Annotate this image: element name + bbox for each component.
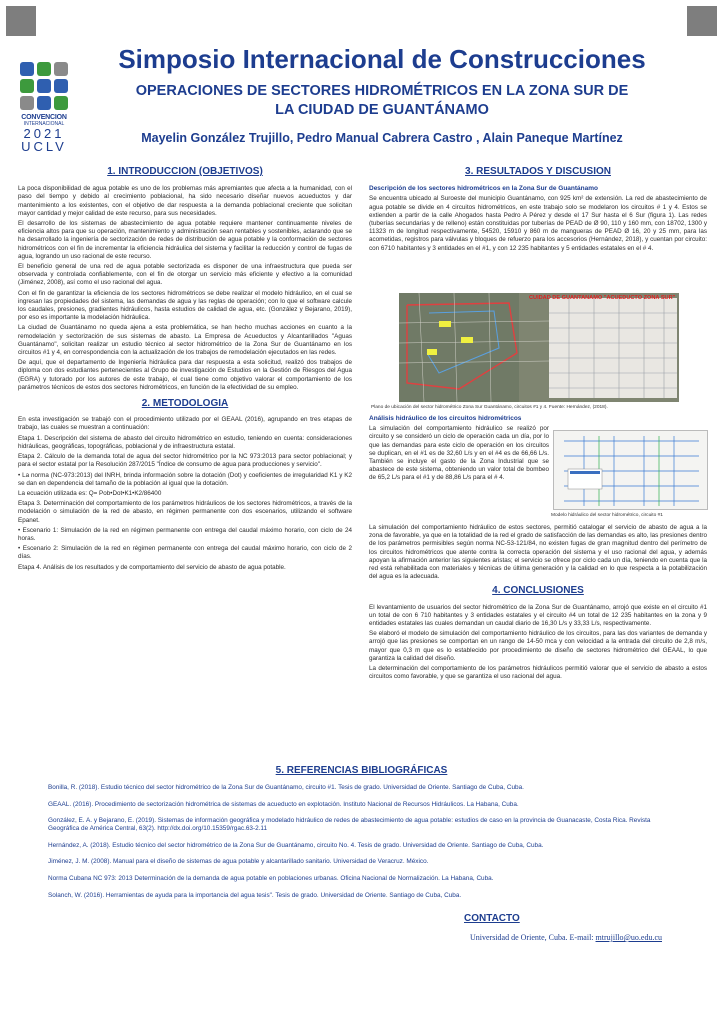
subtitle-line-1: OPERACIONES DE SECTORES HIDROMÉTRICOS EN LA ZONA SUR DE xyxy=(135,83,629,99)
method-paragraph: • Escenario 1: Simulación de la red en régimen permanente con entrega del caudal máximo horario, con ciclo de 24 horas. xyxy=(18,526,352,542)
poster-subtitle xyxy=(92,82,672,120)
method-paragraph: • Escenario 2: Simulación de la red en régimen permanente con entrega del caudal máximo horario, con ciclo de 2 días. xyxy=(18,545,352,561)
intro-paragraph: Con el fin de garantizar la eficiencia de los sectores hidrométricos se debe realizar el modelo hidráulico, en el cual se ingresan las propiedades del sistema, las demandas de agua y las reglas de operación; con lo que el software calcule los caudales, presiones, gradientes hidráulicos, hasta estudios de calidad de agua, etc. (González y Bejarano, 2019), por eso es importante la modelación hidráulica. xyxy=(18,289,352,322)
method-paragraph: Etapa 1. Descripción del sistema de abasto del circuito hidrométrico en estudio, teniendo en cuenta: consideraciones hidráulicas, geográficas, topográficas, poblacional y de infraestructura estatal. xyxy=(18,434,352,450)
conclusion-paragraph: El levantamiento de usuarios del sector hidrométrico de la Zona Sur de Guantánamo, arrojó que existe en el circuito #1 un total de con 6 710 habitantes y 3 entidades estatales y el circuito #4 un total de 12 235 habitantes en la zona y 9 entidades estatales las cuales demandan un caudal diario de 16,30 L/s y 33,33 L/s, respectivamente. xyxy=(369,603,707,628)
reference-item: Hernández, A. (2018). Estudio técnico del sector hidrométrico de la Zona Sur de Guantánamo, circuito No. 4. Tesis de grado. Universidad de Oriente. Santiago de Cuba, Cuba. xyxy=(48,841,544,849)
contact-line xyxy=(470,933,662,942)
map-caption: Plano de ubicación del sector hidrométrico Zona Sur Guantánamo, circuitos #1 y 4. Fuente: Hernández, (2018). xyxy=(371,405,608,410)
results-paragraph: Se encuentra ubicado al Suroeste del municipio Guantánamo, con 925 km² de extensión. La red de abastecimiento de agua potable se divide en 4 circuitos hidrométricos, en este trabajo solo se modelaron los circuitos # 1 y 4. Estos se extienden a partir de la calle Ahogados hasta Pedro A Pérez y desde el 17 Sur hasta el 6 Sur (figura 1). Las redes (tuberías secundarias y de relleno) están constituidas por tuberías de PEAD de Ø 90, 110 y 160 mm, con 18702, 1300 y 11323 m de longitud respectivamente, 54520, 15910 y 860 m de mangueras de PEAD Ø 16, 20 y 25 mm, para las acometidas, registros para válvulas y bloques de refuerzo para los accesorios (Hernández, 2018), y cuentan por circuito: con 6710 habitantes y 3 entidades en el #1, y con 12 235 habitantes y 5 entidades estatales en el # 4. xyxy=(369,195,707,252)
map-graphic xyxy=(399,293,679,402)
logo-text-convencion: CONVENCION xyxy=(21,114,67,121)
location-map-figure xyxy=(399,293,679,402)
intro-paragraph: El desarrollo de los sistemas de abastecimiento de agua potable requiere mantener continuamente niveles de eficiencia altos para que su operación, mantenimiento y administración sean rentables y sostenibles, aclarando que se ha desarrollado la ingeniería de sectorización de redes de distribución de agua potable y la conformación de sectores hidrométricos con el fin de incrementar la eficiencia hidráulica del sistema y facilitar la reducción y control de fugas de agua, logrando un uso racional de este recurso. xyxy=(18,220,352,260)
reference-item: Jiménez, J. M. (2008). Manual para el diseño de sistemas de agua potable y alcantarillado sanitario. Universidad de Veracruz. México. xyxy=(48,858,429,866)
analysis-subheading: Análisis hidráulico de los circuitos hidrométricos xyxy=(369,415,522,422)
right-column-bottom xyxy=(369,524,707,683)
conclusion-paragraph: La determinación del comportamiento de los parámetros hidráulicos permitió valorar que el servicio de abasto a estos circuitos como favorable, y que se garantiza el uso racional del agua. xyxy=(369,665,707,681)
poster-authors: Mayelin González Trujillo, Pedro Manual Cabrera Castro , Alain Paneque Martínez xyxy=(141,131,623,145)
model-caption: Modelo hidráulico del sector hidrométrico, circuito #1 xyxy=(551,513,663,518)
intro-paragraph: La ciudad de Guantánamo no queda ajena a esta problemática, se han hecho muchas acciones en cuanto a la remodelación y sectorización de sus sistemas de abasto. La Empresa de Acueductos y Alcantarillados "Aguas Guantánamo", solicitan realizar un estudio técnico al sector hidrométrico de la Zona Sur de Guantánamo en los circuitos #1 y 4, en correspondencia con la actualización de los trabajos de remodelación ejecutados en las redes. xyxy=(18,324,352,357)
reference-item: González, E. A. y Bejarano, E. (2019). Sistemas de información geográfica y modelado hidráulico de redes de abastecimiento de agua potable: estudios de caso en la provincia de Guanacaste, Costa Rica. Revista Geográfica de América Central, 63(2). http://dx.doi.org/10.15359/rgac.63-2.11 xyxy=(48,817,651,833)
map-label: CUIDAD DE GUANTANAMO "ACUEDUCTO ZONA SUR" xyxy=(529,295,676,301)
results-subheading: Descripción de los sectores hidrométricos en la Zona Sur de Guantánamo xyxy=(369,185,599,193)
intro-paragraph: El beneficio general de una red de agua potable sectorizada es disponer de una infraestructura que pueda ser observada y controlada confiablemente, con el fin de otorgar un servicio más eficiente y efectivo a la comunidad (Jiménez, 2008), así como el uso racional del agua. xyxy=(18,263,352,287)
subtitle-line-2: LA CIUDAD DE GUANTÁNAMO xyxy=(275,102,489,118)
intro-paragraph: La poca disponibilidad de agua potable es uno de los problemas más apremiantes que afecta a la humanidad, con el paso del tiempo y debido al crecimiento poblacional, ha sido necesario diseñar nuevos acueductos y dar mantenimiento a los existentes, con el objetivo de dar respuesta a la demanda poblacional creciente que solicitan mayor cantidad y mejor calidad de este recurso, para sus necesidades. xyxy=(18,185,352,217)
method-paragraph: • La norma (NC-973:2013) del INRH, brinda información sobre la dotación (Dot) y coeficientes de irregularidad K1 y K2 se dan en dependencia del tamaño de la población al igual que la dotación. xyxy=(18,471,352,487)
logo-year: 2021 xyxy=(23,126,65,141)
logo-text-internacional: INTERNACIONAL xyxy=(23,121,65,127)
contact-email-link[interactable]: mtrujillo@uo.edu.cu xyxy=(595,933,662,942)
section-results-heading: 3. RESULTADOS Y DISCUSION xyxy=(465,166,611,177)
method-paragraph: En esta investigación se trabajó con el procedimiento utilizado por el GEAAL (2016), agrupando en tres etapas de trabajo, las cuales se muestran a continuación: xyxy=(18,416,352,432)
logo-org: UCLV xyxy=(21,139,67,154)
section-method-heading: 2. METODOLOGIA xyxy=(141,398,229,410)
right-column-top xyxy=(369,168,707,255)
left-column xyxy=(18,168,352,574)
reference-item: Solanch, W. (2016). Herramientas de ayuda para la importancia del agua tesis". Tesis de grado. Universidad de Oriente. Santiago de Cuba, Cuba. xyxy=(48,891,462,899)
method-paragraph: Etapa 2. Cálculo de la demanda total de agua del sector hidrométrico por la NC 973:2013 para sector poblacional; y para el sector estatal por la Resolución 287/2015 "Índice de consumo de agua para producciones y servicio". xyxy=(18,453,352,469)
analysis-paragraph: La simulación del comportamiento hidráulico se realizó por circuito y se consideró un ciclo de operación cada un día, por lo que las demandas para este ciclo de operación en los circuitos se duplican, en el #1 es de 32,60 L/s y en el #4 es de 66,66 L/s. También se incluye el gasto de la Zona Industrial que se abastece de este sistema, obteniendo un valor total de bombeo de 65,2 L/s para el #1 y de 88,86 L/s para el # 4. xyxy=(369,425,549,482)
section-references-heading: 5. REFERENCIAS BIBLIOGRÁFICAS xyxy=(275,765,448,776)
reference-item: Bonilla, R. (2018). Estudio técnico del sector hidrométrico de la Zona Sur de Guantánamo, circuito #1. Tesis de grado. Universidad de Oriente. Santiago de Cuba, Cuba. xyxy=(48,784,524,791)
contact-text: Universidad de Oriente, Cuba. E-mail: xyxy=(470,933,594,942)
contact-heading: CONTACTO xyxy=(464,913,520,924)
method-paragraph: Etapa 3. Determinación del comportamiento de los parámetros hidráulicos de los sectores hidrométricos, a través de la modelación o simulación de la red de abasto, en régimen permanente con dos escenarios, utilizando el software Epanet. xyxy=(18,500,352,524)
method-equation: La ecuación utilizada es: Q= Pob•Dot•K1•K2/86400 xyxy=(18,489,162,497)
model-graphic xyxy=(554,431,708,510)
corner-decoration-right xyxy=(687,6,717,36)
corner-decoration-left xyxy=(6,6,36,36)
convention-logo xyxy=(16,62,72,153)
section-conclusions-heading: 4. CONCLUSIONES xyxy=(492,585,584,597)
conclusion-paragraph: Se elaboró el modelo de simulación del comportamiento hidráulico de los circuitos, para las dos variantes de demanda y arrojó que las presiones se comportan en un rango de 14-50 mca y con velocidad a la entrada del circuito de 2,8 m/s, mayor que 0,3 m que es lo establecido por procedimiento de diseño de sectores hidrométrico del GEAAL, lo que garantiza la calidad del diseño. xyxy=(369,630,707,662)
intro-paragraph: De aquí, que el departamento de Ingeniería hidráulica para dar respuesta a esta solicitud, realizó dos trabajos de diploma con dos estudiantes pertenecientes al Grupo de investigación de Estudios en la Gestión de Riesgos del Agua (EGRA) y tutorado por los autores de este trabajo, el cual tiene como objetivo valorar el comportamiento de los parámetros técnicos de estos dos sectores hidrométricos, en función de la efectividad de su empleo. xyxy=(18,359,352,391)
hydraulic-model-figure xyxy=(553,430,708,510)
right-column-analysis xyxy=(369,415,549,485)
reference-item: Norma Cubana NC 973: 2013 Determinación de la demanda de agua potable en poblaciones urbanas. Oficina Nacional de Normalización. La Habana, Cuba. xyxy=(48,874,494,882)
method-paragraph: Etapa 4. Análisis de los resultados y de comportamiento del servicio de abasto de agua potable. xyxy=(18,563,286,571)
logo-mark xyxy=(20,62,72,110)
section-intro-heading: 1. INTRODUCCION (OBJETIVOS) xyxy=(107,166,263,177)
reference-item: GEAAL. (2016). Procedimiento de sectorización hidrométrica de sistemas de acueducto en explotación. Instituto Nacional de Recursos Hidráulicos. La Habana, Cuba. xyxy=(48,800,519,808)
references-list xyxy=(48,784,678,908)
poster-title: Simposio Internacional de Construcciones xyxy=(118,44,646,74)
results-paragraph: La simulación del comportamiento hidráulico de estos sectores, permitió catalogar el servicio de abasto de agua a la zona de favorable, ya que en la totalidad de la red el grado de satisfacción de las demandas es alto, las presiones dentro de los parámetros permisibles según norma NC-53-121/84, no existen fugas de gran magnitud dentro del perímetro de los circuitos hidrométricos que atente contra la correcta operación del sistema y el uso racional del agua, y además apoyan la afirmación anterior las siguientes aristas; el servicio se ofrece por ciclo cada un día, teniendo en cuenta que la red está rehabilitada con materiales y técnicas de última generación y la calidad en lo que respecta a la potabilización del agua es la adecuada. xyxy=(369,524,707,581)
